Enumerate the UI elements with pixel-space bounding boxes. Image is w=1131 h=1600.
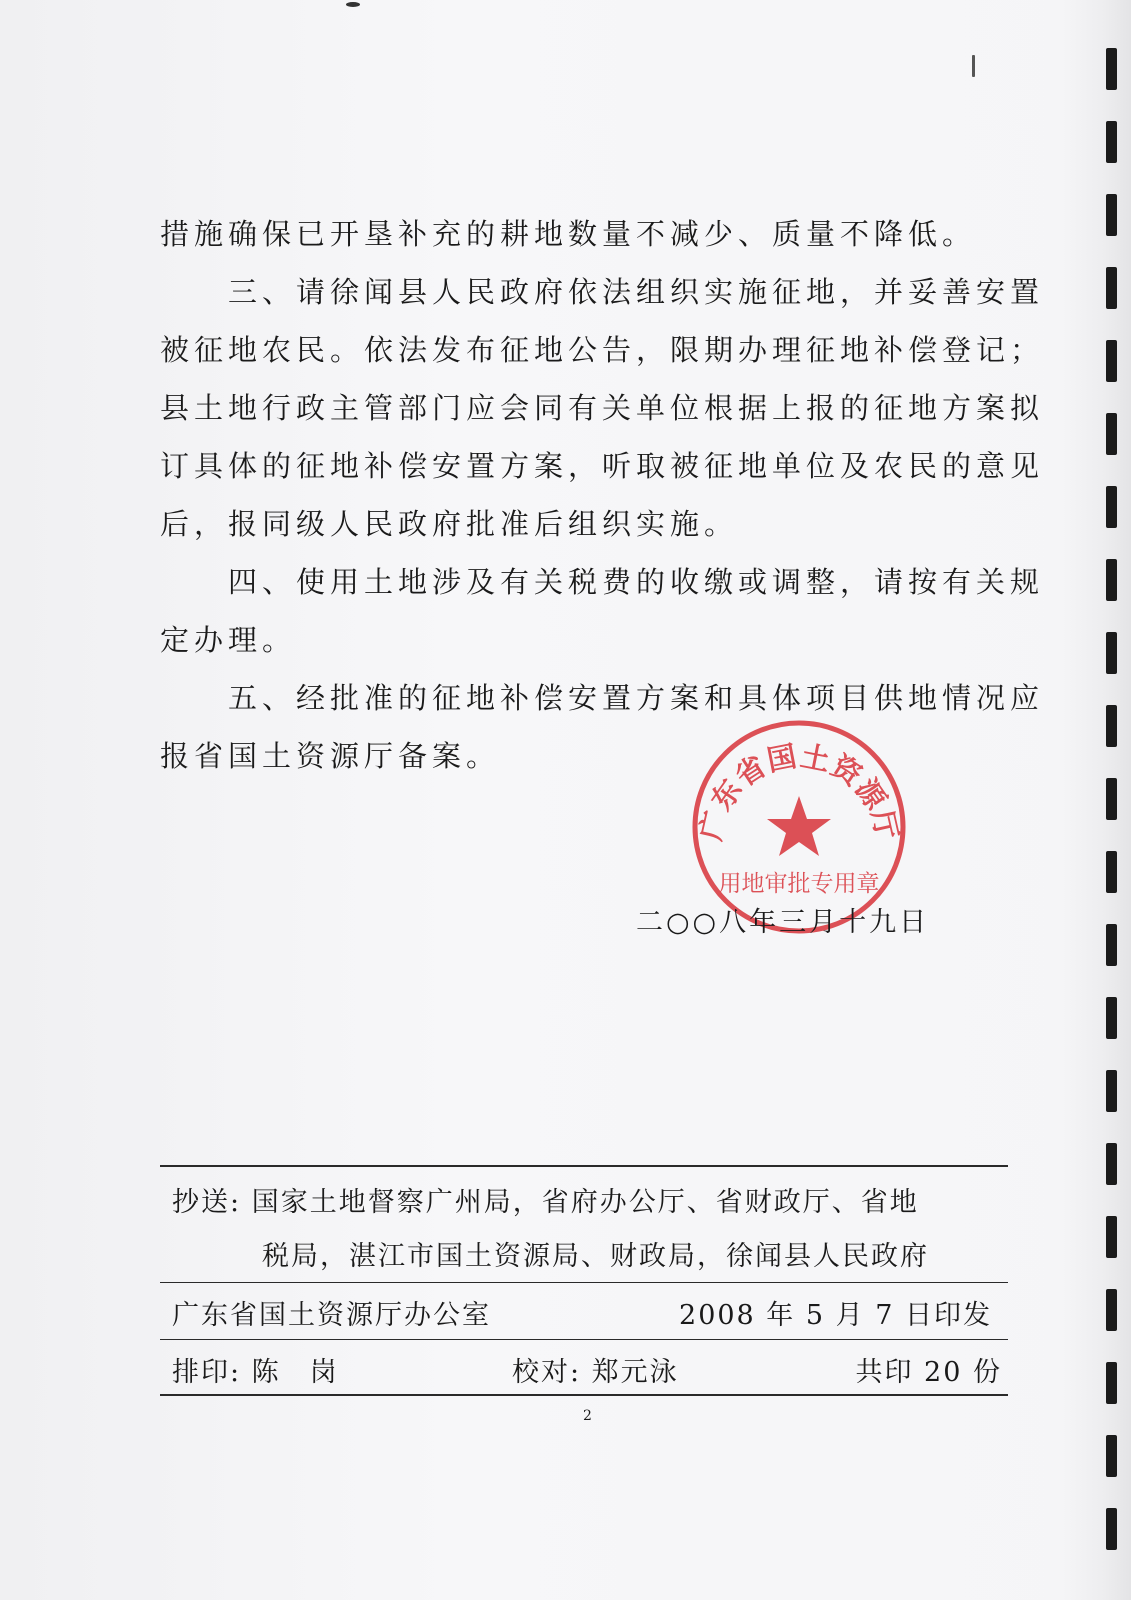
binding-hole	[1106, 1508, 1117, 1550]
body-line: 被征地农民。依法发布征地公告，限期办理征地补偿登记；	[160, 333, 1045, 367]
binding-hole	[1106, 851, 1117, 893]
seal-purpose-text: 用地审批专用章	[718, 871, 880, 897]
binding-hole	[1106, 1143, 1117, 1185]
binding-hole	[1106, 632, 1117, 674]
body-line: 四、使用土地涉及有关税费的收缴或调整，请按有关规	[160, 565, 1045, 599]
binding-hole	[1106, 924, 1117, 966]
binding-hole	[1106, 121, 1117, 163]
binding-hole	[1106, 48, 1117, 90]
copy-count: 共印 20 份	[855, 1357, 1002, 1388]
footer-rule	[160, 1339, 1008, 1340]
page-number: 2	[583, 1408, 592, 1424]
binding-hole	[1106, 1216, 1117, 1258]
cc-line-1	[172, 1180, 919, 1219]
binding-hole	[1106, 705, 1117, 747]
binding-hole	[1106, 413, 1117, 455]
binding-hole	[1106, 1070, 1117, 1112]
binding-hole	[1106, 340, 1117, 382]
seal-org-text: 广东省国土资源厅	[693, 738, 905, 844]
issued-row	[172, 1293, 992, 1332]
scan-speck	[346, 2, 360, 7]
body-line: 报省国土资源厅备案。	[160, 739, 501, 773]
body-line: 三、请徐闻县人民政府依法组织实施征地，并妥善安置	[160, 275, 1045, 309]
binding-hole	[1106, 778, 1117, 820]
footer-rule	[160, 1282, 1008, 1283]
body-line: 措施确保已开垦补充的耕地数量不减少、质量不降低。	[160, 217, 977, 251]
cc-recipients-2: 税局，湛江市国土资源局、财政局，徐闻县人民政府	[262, 1241, 929, 1272]
cc-label: 抄送:	[172, 1187, 242, 1218]
issuing-office: 广东省国土资源厅办公室	[172, 1300, 491, 1331]
spiral-binding-holes	[1103, 40, 1123, 1580]
binding-hole	[1106, 559, 1117, 601]
body-line: 订具体的征地补偿安置方案，听取被征地单位及农民的意见	[160, 449, 1045, 483]
body-line: 县土地行政主管部门应会同有关单位根据上报的征地方案拟	[160, 391, 1045, 425]
body-line: 定办理。	[160, 623, 297, 657]
scan-mark	[972, 55, 975, 77]
binding-hole	[1106, 267, 1117, 309]
letter-body	[160, 205, 1045, 785]
body-line: 五、经批准的征地补偿安置方案和具体项目供地情况应	[160, 681, 1045, 715]
binding-hole	[1106, 1289, 1117, 1331]
seal-star-icon	[767, 796, 831, 856]
body-line: 后，报同级人民政府批准后组织实施。	[160, 507, 739, 541]
proofread-by: 校对: 郑元泳	[512, 1357, 679, 1388]
typeset-by: 排印: 陈 岗	[172, 1357, 339, 1388]
binding-hole	[1106, 1435, 1117, 1477]
binding-hole	[1106, 1362, 1117, 1404]
footer-rule	[160, 1394, 1008, 1396]
binding-hole	[1106, 486, 1117, 528]
issued-date: 2008 年 5 月 7 日印发	[679, 1300, 992, 1331]
footer-rule	[160, 1165, 1008, 1167]
binding-hole	[1106, 194, 1117, 236]
issue-date: 二○○八年三月十九日	[636, 907, 930, 938]
binding-hole	[1106, 997, 1117, 1039]
cc-recipients-1: 国家土地督察广州局，省府办公厅、省财政厅、省地	[251, 1187, 919, 1218]
